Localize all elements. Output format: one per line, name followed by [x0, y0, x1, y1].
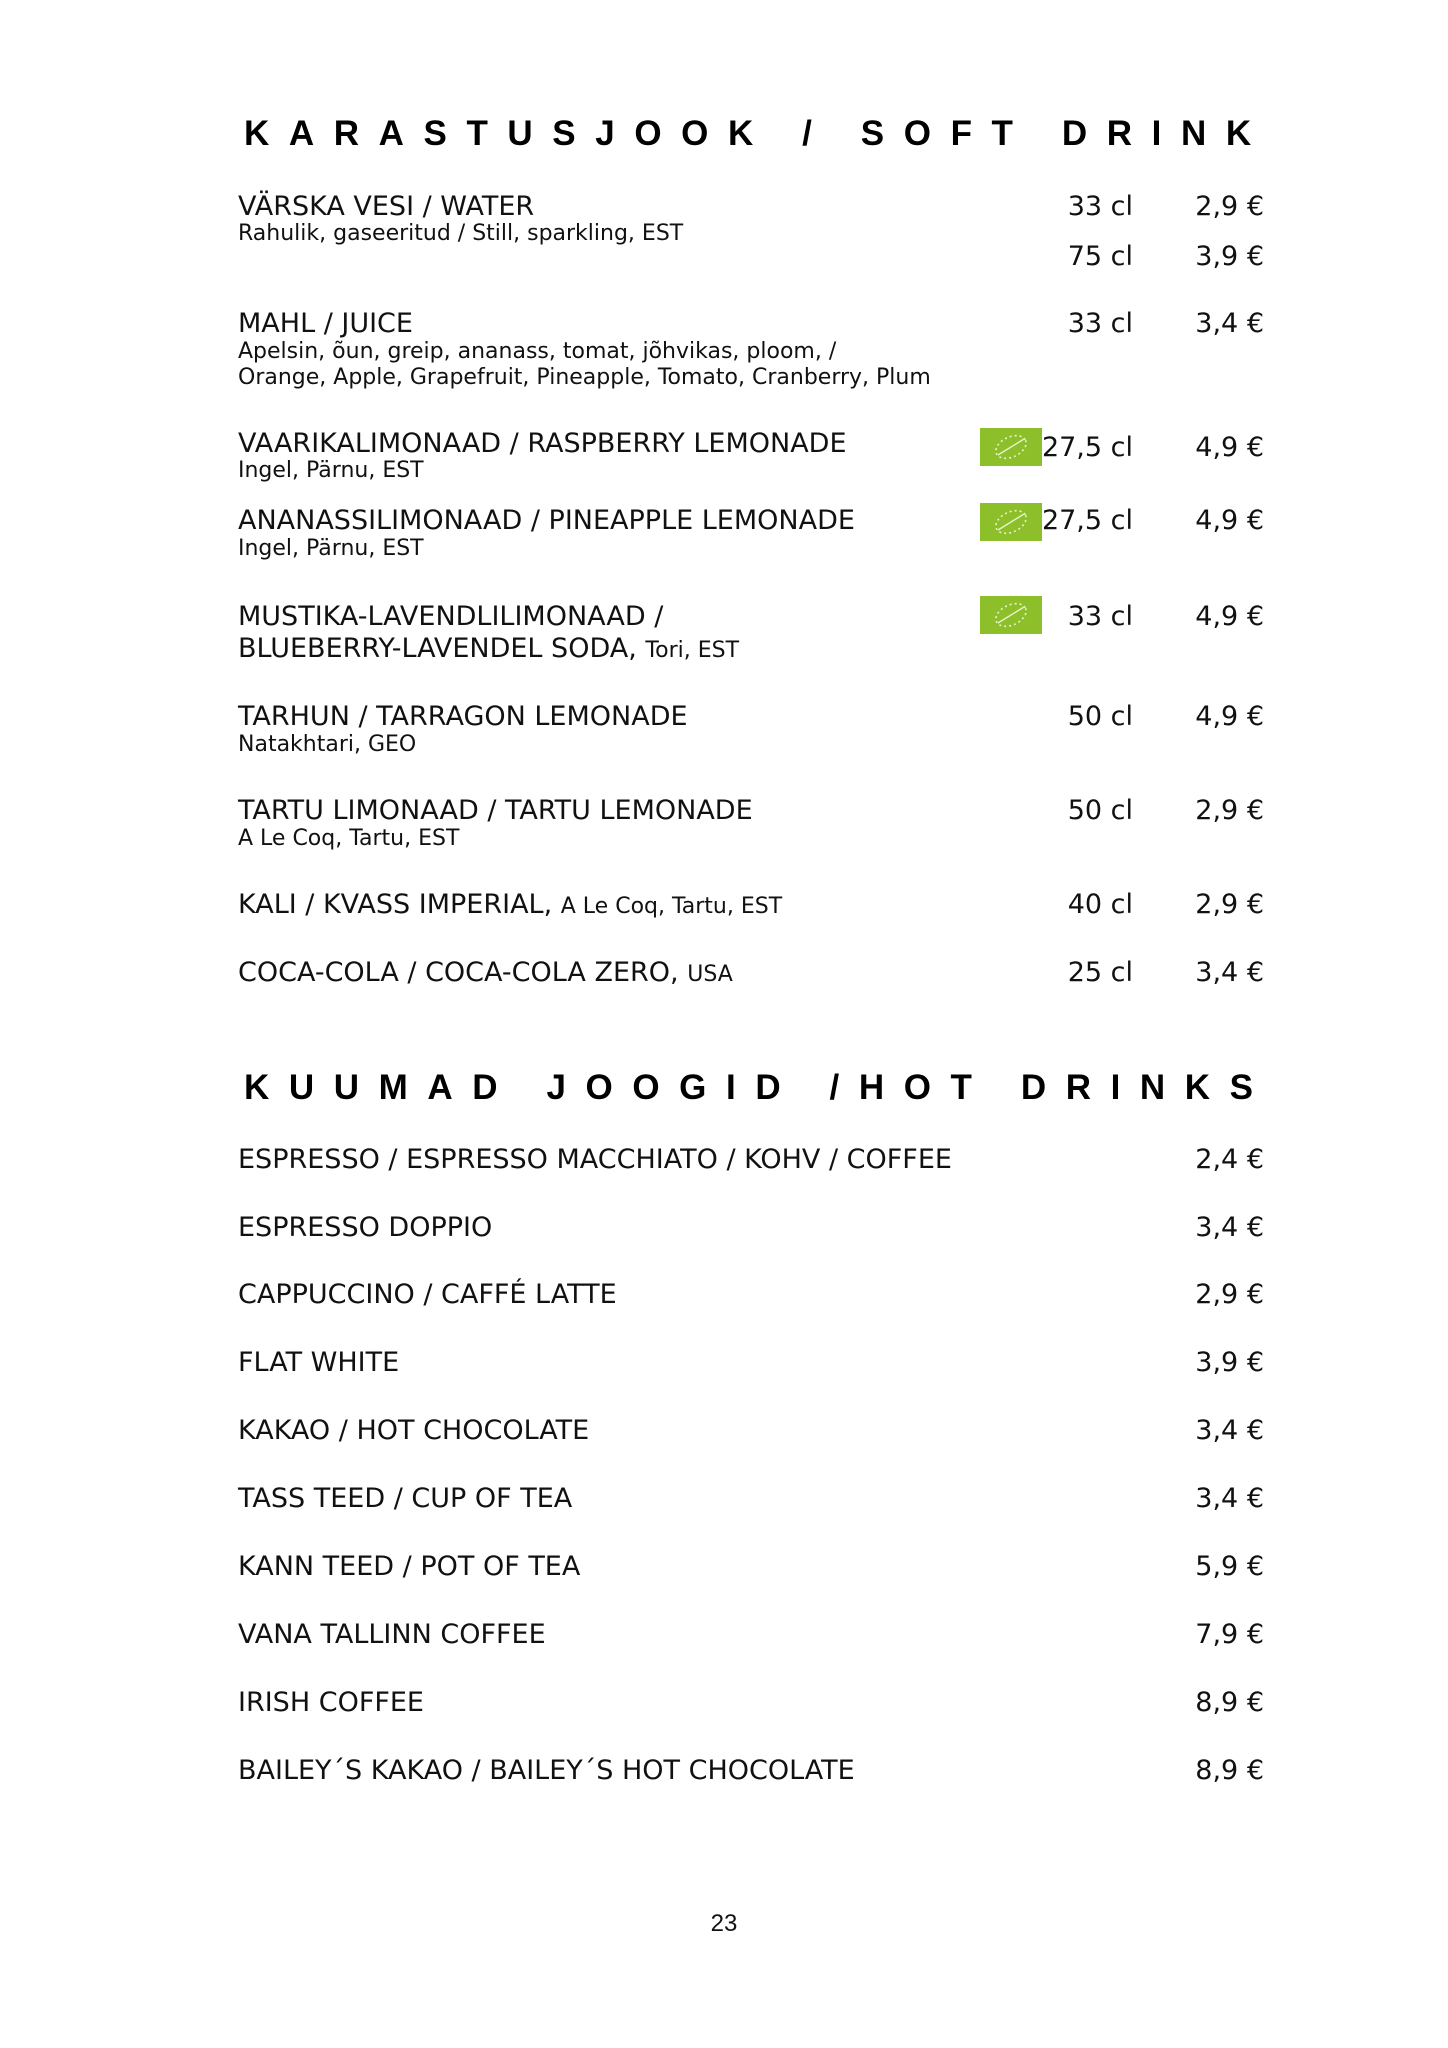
menu-item-volume: 50 cl	[1067, 795, 1133, 826]
menu-item-volume: 40 cl	[1067, 889, 1133, 920]
menu-item-price: 8,9 €	[1195, 1755, 1264, 1786]
menu-item-origin: Tori, EST	[645, 638, 740, 663]
menu-item-description: A Le Coq, Tartu, EST	[238, 826, 460, 851]
menu-item-name: MAHL / JUICE	[238, 308, 413, 339]
menu-item-name: VAARIKALIMONAAD / RASPBERRY LEMONADE	[238, 428, 847, 459]
menu-item-price: 4,9 €	[1195, 432, 1264, 463]
menu-item-name: ANANASSILIMONAAD / PINEAPPLE LEMONADE	[238, 505, 855, 536]
menu-item-price: 4,9 €	[1195, 505, 1264, 536]
menu-item-price: 3,4 €	[1195, 308, 1264, 339]
menu-item-price: 3,4 €	[1195, 1483, 1264, 1514]
hot-drinks-heading: KUUMAD JOOGID /HOT DRINKS	[244, 1068, 1273, 1107]
menu-item-volume: 27,5 cl	[1041, 505, 1133, 536]
menu-item-description: Ingel, Pärnu, EST	[238, 536, 424, 561]
menu-item-name: TARTU LIMONAAD / TARTU LEMONADE	[238, 795, 753, 826]
menu-item-price: 2,9 €	[1195, 889, 1264, 920]
menu-item-name: ESPRESSO / ESPRESSO MACCHIATO / KOHV / COFFEE	[238, 1144, 952, 1175]
menu-item-name: TARHUN / TARRAGON LEMONADE	[238, 701, 688, 732]
menu-item-origin: USA	[687, 962, 733, 987]
menu-item-volume: 75 cl	[1067, 241, 1133, 272]
menu-item-volume: 27,5 cl	[1041, 432, 1133, 463]
menu-item-price: 2,9 €	[1195, 1279, 1264, 1310]
menu-item-description: Apelsin, õun, greip, ananass, tomat, jõhvikas, ploom, /	[238, 339, 837, 364]
soft-drinks-heading: KARASTUSJOOK / SOFT DRINK	[244, 114, 1271, 153]
page-number: 23	[710, 1910, 738, 1937]
menu-item-name-line: BLUEBERRY-LAVENDEL SODA,	[238, 633, 637, 664]
menu-item-name: VÄRSKA VESI / WATER	[238, 191, 535, 222]
menu-item-name: MUSTIKA-LAVENDLILIMONAAD /	[238, 601, 664, 632]
menu-item-price: 3,4 €	[1195, 957, 1264, 988]
menu-item-name	[238, 891, 782, 918]
menu-item-name-line: KALI / KVASS IMPERIAL,	[238, 889, 553, 920]
menu-item-volume: 33 cl	[1067, 308, 1133, 339]
menu-item-price: 8,9 €	[1195, 1687, 1264, 1718]
menu-item-volume: 50 cl	[1067, 701, 1133, 732]
menu-item-name: BAILEY´S KAKAO / BAILEY´S HOT CHOCOLATE	[238, 1755, 855, 1786]
menu-item-volume: 25 cl	[1067, 957, 1133, 988]
menu-item-price: 2,9 €	[1195, 191, 1264, 222]
menu-item-volume: 33 cl	[1067, 601, 1133, 632]
menu-item-price: 3,9 €	[1195, 1347, 1264, 1378]
menu-item-price: 3,4 €	[1195, 1415, 1264, 1446]
menu-item-name	[238, 959, 733, 986]
menu-item-name: KANN TEED / POT OF TEA	[238, 1551, 581, 1582]
menu-item-name: FLAT WHITE	[238, 1347, 400, 1378]
menu-item-name: KAKAO / HOT CHOCOLATE	[238, 1415, 590, 1446]
menu-item-name: IRISH COFFEE	[238, 1687, 424, 1718]
menu-item-description: Rahulik, gaseeritud / Still, sparkling, EST	[238, 221, 684, 246]
menu-item-price: 5,9 €	[1195, 1551, 1264, 1582]
menu-item-price: 3,9 €	[1195, 241, 1264, 272]
menu-item-price: 2,9 €	[1195, 795, 1264, 826]
menu-item-description: Natakhtari, GEO	[238, 732, 417, 757]
menu-item-origin: A Le Coq, Tartu, EST	[560, 894, 783, 919]
menu-item-price: 7,9 €	[1195, 1619, 1264, 1650]
menu-item-name-line: COCA-COLA / COCA-COLA ZERO,	[238, 957, 679, 988]
menu-item-price: 4,9 €	[1195, 601, 1264, 632]
menu-item-price: 3,4 €	[1195, 1212, 1264, 1243]
menu-item-description: Ingel, Pärnu, EST	[238, 458, 424, 483]
menu-item-price: 4,9 €	[1195, 701, 1264, 732]
menu-item-price: 2,4 €	[1195, 1144, 1264, 1175]
menu-item-name	[238, 635, 739, 662]
menu-item-name: VANA TALLINN COFFEE	[238, 1619, 546, 1650]
menu-item-name: ESPRESSO DOPPIO	[238, 1212, 493, 1243]
menu-item-volume: 33 cl	[1067, 191, 1133, 222]
menu-item-name: TASS TEED / CUP OF TEA	[238, 1483, 573, 1514]
menu-item-name: CAPPUCCINO / CAFFÉ LATTE	[238, 1279, 617, 1310]
menu-item-description: Orange, Apple, Grapefruit, Pineapple, Tomato, Cranberry, Plum	[238, 365, 931, 390]
